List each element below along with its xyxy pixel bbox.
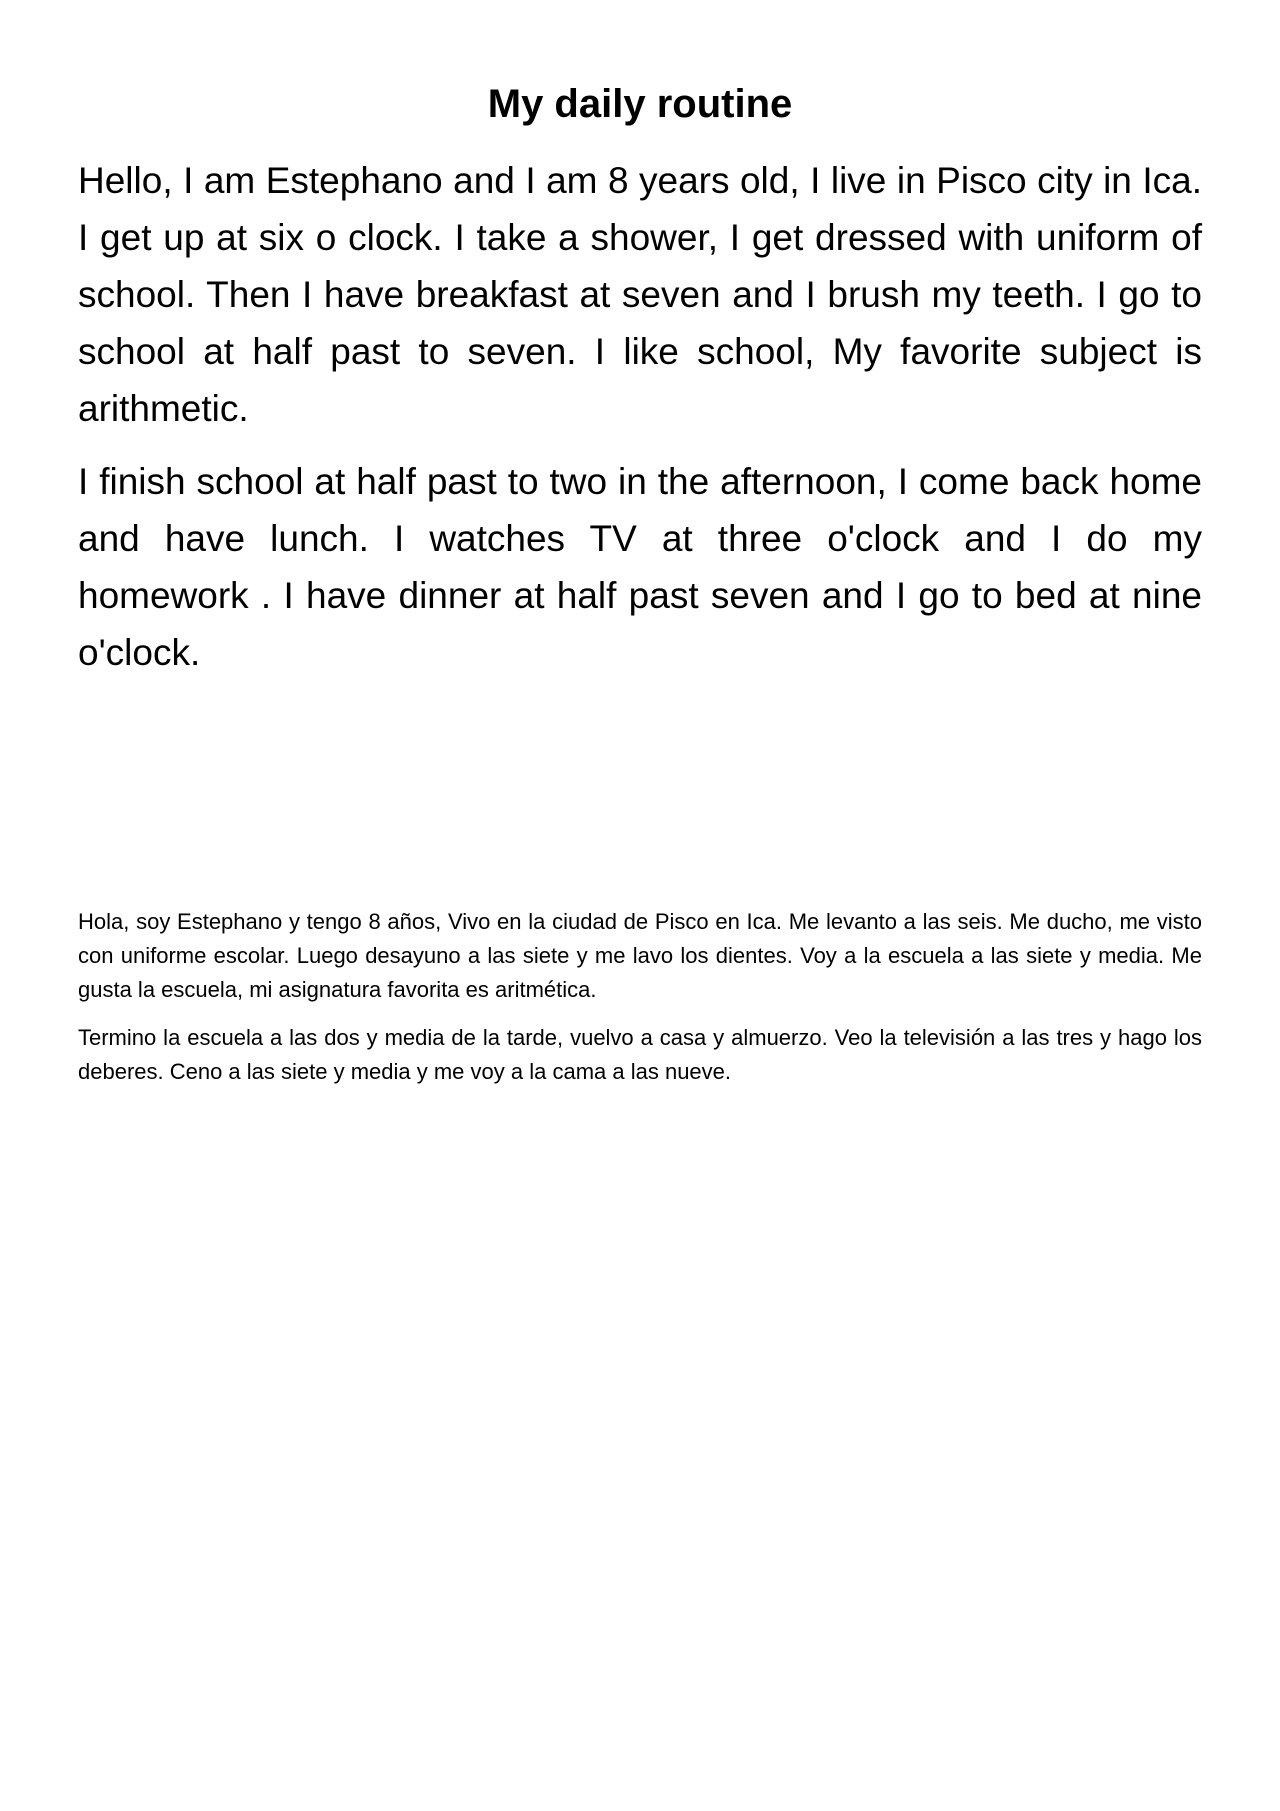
spanish-paragraph-2: Termino la escuela a las dos y media de la tarde, vuelvo a casa y almuerzo. Veo la televisión a las tres y hago los deberes. Ceno a las siete y media y me voy a la cama a las nueve.	[78, 1025, 1202, 1084]
english-paragraph-1: Hello, I am Estephano and I am 8 years old, I live in Pisco city in Ica. I get up at six o clock. I take a shower, I get dressed with uniform of school. Then I have breakfast at seven and I brush my teeth. I go to school at half past to seven. I like school, My favorite subject is arithmetic.	[78, 160, 1202, 429]
english-text-section	[78, 152, 1202, 697]
english-paragraph-2: I finish school at half past to two in the afternoon, I come back home and have lunch. I watches TV at three o'clock and I do my homework . I have dinner at half past seven and I go to bed at nine o'clock.	[78, 461, 1202, 673]
spanish-paragraph-1: Hola, soy Estephano y tengo 8 años, Vivo en la ciudad de Pisco en Ica. Me levanto a las seis. Me ducho, me visto con uniforme escolar. Luego desayuno a las siete y me lavo los dientes. Voy a la escuela a las siete y media. Me gusta la escuela, mi asignatura favorita es aritmética.	[78, 909, 1202, 1002]
document-title: My daily routine	[487, 82, 793, 126]
spanish-text-section	[78, 905, 1202, 1103]
